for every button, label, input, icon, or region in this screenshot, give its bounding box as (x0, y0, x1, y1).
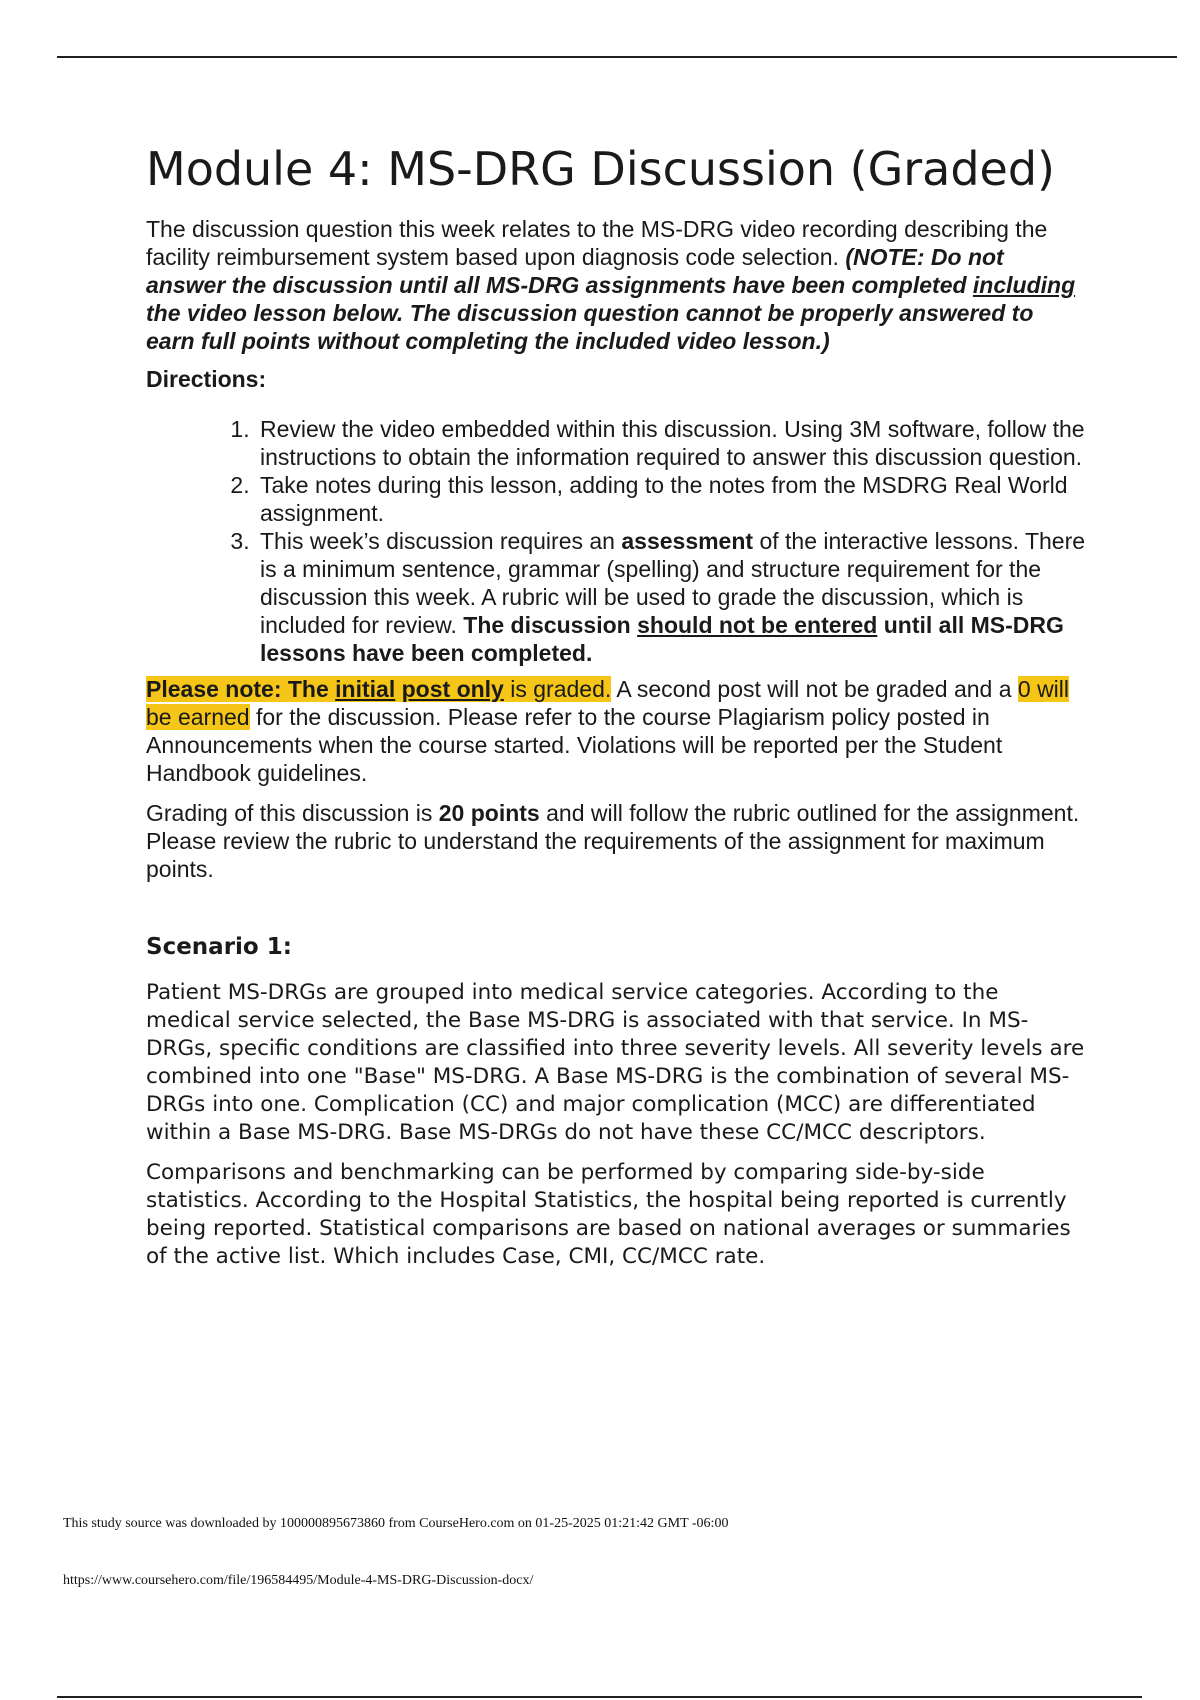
directions-heading: Directions: (146, 366, 267, 392)
list-item: 1. Review the video embedded within this discussion. Using 3M software, follow the instructions to obtain the information required to answer this discussion question. (256, 415, 1086, 471)
intro-note-part1: (NOTE: Do not answer the discussion until all MS-DRG assignments have been completed (146, 244, 1004, 298)
note-text-continued: for the discussion. Please refer to the course Plagiarism policy posted in Announcements when the course started. Violations will be reported per the Student Handbook guidelines. (146, 704, 1003, 786)
grading-paragraph (146, 799, 1086, 883)
note-text: A second post will not be graded and a (611, 676, 1018, 702)
note-underlined-initial: initial (335, 676, 396, 702)
grading-points: 20 points (438, 800, 540, 826)
intro-note-underlined: including (972, 272, 1076, 298)
top-rule (57, 56, 1177, 58)
note-is-graded: is graded. (503, 676, 612, 702)
bottom-rule (57, 1696, 1142, 1698)
directions-list (146, 415, 1086, 667)
note-underlined-post-only: post only (401, 676, 504, 702)
intro-text: The discussion question this week relates to the MS-DRG video recording describing the facility reimbursement system based upon diagnosis code selection. (146, 216, 1048, 270)
highlighted-zero-earned: 0 will be earned (146, 676, 1070, 730)
page-title: Module 4: MS-DRG Discussion (Graded) (146, 142, 1055, 196)
note-bold: Please note: The (146, 676, 336, 702)
download-notice: This study source was downloaded by 100000895673860 from CourseHero.com on 01-25-2025 01:21:42 GMT -06:00 (63, 1516, 729, 1531)
item3-text-continued: of the interactive lessons. There is a minimum sentence, grammar (spelling) and structure requirement for the discussion this week. A rubric will be used to grade the discussion, which is included for review. (260, 528, 1086, 638)
document-body (146, 142, 1086, 1271)
note-paragraph (146, 675, 1086, 787)
item3-bold-underlined: should not be entered (637, 612, 878, 638)
source-url: https://www.coursehero.com/file/196584495/Module-4-MS-DRG-Discussion-docx/ (63, 1573, 534, 1588)
scenario-heading: Scenario 1: (146, 934, 292, 960)
scenario-paragraph-2: Comparisons and benchmarking can be performed by comparing side-by-side statistics. According to the Hospital Statistics, the hospital being reported is currently being reported. Statistical comparisons are based on national averages or summaries of the active list. Which includes Case, CMI, CC/MCC rate. (146, 1160, 1071, 1269)
intro-paragraph (146, 215, 1086, 355)
scenario-paragraph-1: Patient MS-DRGs are grouped into medical service categories. According to the medical service selected, the Base MS-DRG is associated with that service. In MS-DRGs, specific conditions are classified into three severity levels. All severity levels are combined into one "Base" MS-DRG. A Base MS-DRG is the combination of several MS-DRGs into one. Complication (CC) and major complication (MCC) are differentiated within a Base MS-DRG. Base MS-DRGs do not have these CC/MCC descriptors. (146, 980, 1085, 1145)
intro-note-part2: the video lesson below. The discussion question cannot be properly answered to earn full points without completing the included video lesson.) (146, 300, 1034, 354)
item3-bold-text-end: until all MS-DRG lessons have been completed. (260, 612, 1064, 666)
grading-text: Grading of this discussion is (146, 800, 439, 826)
highlighted-note (146, 676, 611, 702)
list-item (256, 527, 1086, 667)
item3-bold-text: The discussion (463, 612, 638, 638)
list-item: 2. Take notes during this lesson, adding to the notes from the MSDRG Real World assignment. (256, 471, 1086, 527)
grading-text-continued: and will follow the rubric outlined for the assignment. Please review the rubric to understand the requirements of the assignment for maximum points. (146, 800, 1080, 882)
item3-bold-assessment: assessment (621, 528, 754, 554)
item3-text: This week’s discussion requires an (260, 528, 622, 554)
